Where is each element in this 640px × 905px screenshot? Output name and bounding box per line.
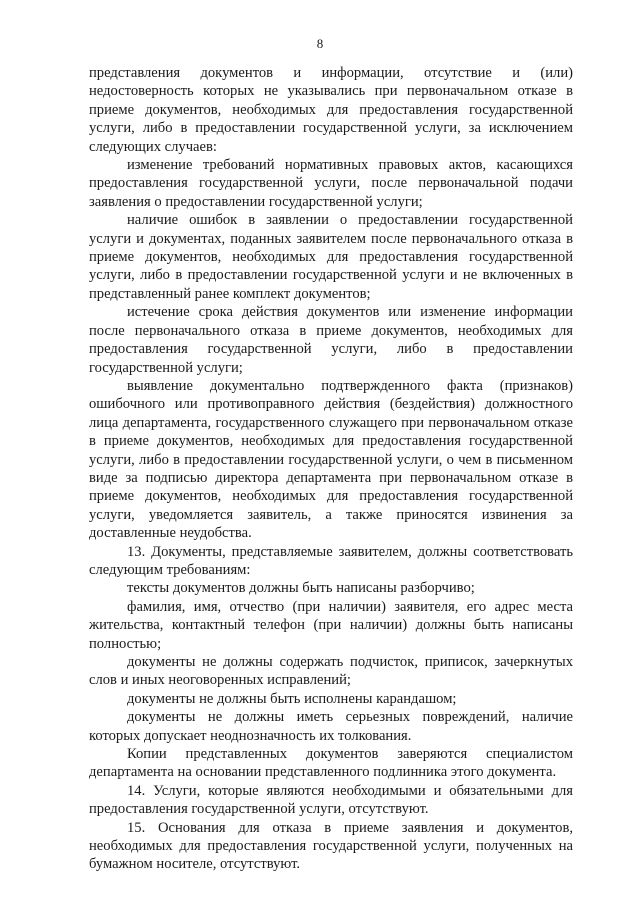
paragraph: документы не должны иметь серьезных повреждений, наличие которых допускает неоднозначность их толкования. (89, 709, 573, 744)
paragraph-item-14: 14. Услуги, которые являются необходимыми и обязательными для предоставления государственной услуги, отсутствуют. (89, 782, 573, 818)
paragraph: изменение требований нормативных правовых актов, касающихся предоставления государственной услуги, после первоначальной подачи заявления о предоставлении государственной услуги; (89, 157, 573, 210)
paragraph: Копии представленных документов заверяются специалистом департамента на основании представленного подлинника этого документа. (89, 746, 573, 781)
paragraph: выявление документально подтвержденного факта (признаков) ошибочного или противоправного действия (бездействия) должностного лица департамента, государственного служащего при первоначальном отказе в приеме документов, необходимых для предоставления государственной услуги, либо в предоставлении государственной услуги, о чем в письменном виде за подписью директора департамента при первоначальном отказе в приеме документов, необходимых для предоставления государственной услуги, уведомляется заявитель, а также приносятся извинения за доставленные неудобства. (89, 377, 573, 542)
paragraph: документы не должны содержать подчисток, приписок, зачеркнутых слов и иных неоговоренных исправлений; (89, 654, 573, 689)
paragraph: фамилия, имя, отчество (при наличии) заявителя, его адрес места жительства, контактный телефон (при наличии) должны быть написаны полностью; (89, 598, 573, 652)
paragraph: тексты документов должны быть написаны разборчиво; (127, 580, 475, 597)
paragraph-item-13: 13. Документы, представляемые заявителем, должны соответствовать следующим требованиям: (89, 543, 573, 578)
paragraph: документы не должны быть исполнены карандашом; (127, 690, 457, 707)
document-body (89, 64, 573, 874)
paragraph: наличие ошибок в заявлении о предоставлении государственной услуги и документах, поданных заявителем после первоначального отказа в приеме документов, необходимых для предоставления государственной услуги, либо в предоставлении государственной услуги и не включенных в представленный ранее комплект документов; (89, 212, 573, 302)
paragraph-item-15: 15. Основания для отказа в приеме заявления и документов, необходимых для предоставления государственной услуги, полученных на бумажном носителе, отсутствуют. (89, 819, 573, 873)
paragraph: истечение срока действия документов или изменение информации после первоначального отказа в приеме документов, необходимых для предоставления государственной услуги, либо в предоставлении государственной услуги; (89, 304, 573, 376)
paragraph-continuation: представления документов и информации, отсутствие и (или) недостоверность которых не указывались при первоначальном отказе в приеме документов, необходимых для предоставления государственной услуги, либо в предоставлении государственной услуги, за исключением следующих случаев: (89, 65, 573, 155)
page-number: 8 (316, 36, 324, 51)
